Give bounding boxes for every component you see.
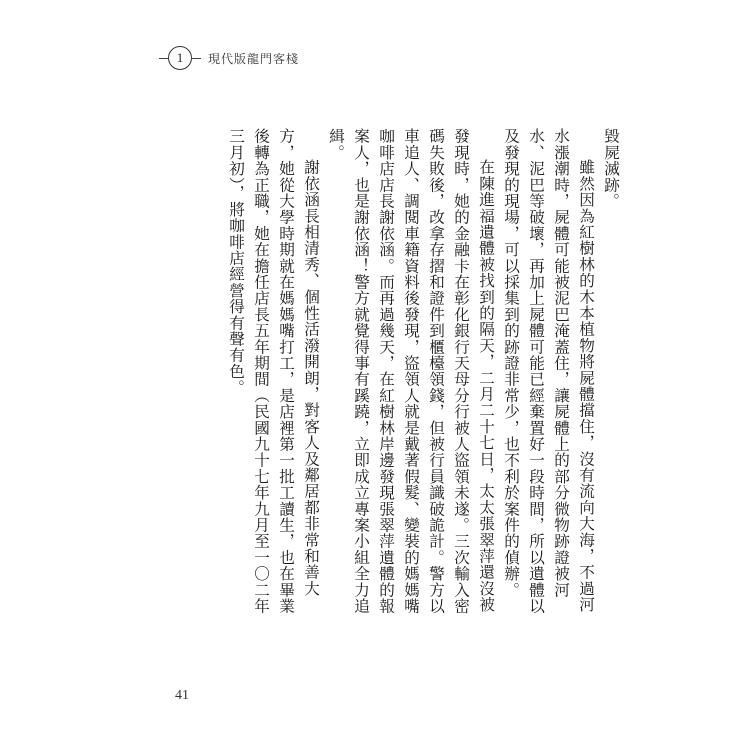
book-title: 現代版龍門客棧	[208, 51, 300, 66]
chapter-number-badge: 1	[168, 46, 192, 70]
paragraph: 在陳進福遺體被找到的隔天，二月二十七日，太太張翠萍還沒被發現時，她的金融卡在彰化銀行天母分行被人盜領未遂。三次輸入密碼失敗後，改拿存摺和證件到櫃檯領錢，但被行員識破詭計。警方以車追人、調閱車籍資料後發現，盜領人就是戴著假髮、變裝的媽媽嘴咖啡店店長謝依涵。而再過幾天，在紅樹林岸邊發現張翠萍遺體的報案人，也是謝依涵！警方就覺得事有蹊蹺，立即成立專案小組全力追緝。	[327, 128, 495, 614]
paragraph: 毀屍滅跡。	[602, 128, 620, 209]
page-number: 41	[175, 688, 189, 703]
paragraph: 雖然因為紅樹林的木本植物將屍體擋住，沒有流向大海，不過河水漲潮時，屍體可能被泥巴淹蓋住，讓屍體上的部分微物跡證被河水、泥巴等破壞，再加上屍體可能已經棄置好一段時間，所以遺體以及發現的現場，可以採集到的跡證非常少，也不利於案件的偵辦。	[502, 128, 595, 614]
vertical-body-text	[183, 128, 623, 626]
paragraph: 謝依涵長相清秀、個性活潑開朗，對客人及鄰居都非常和善大方，她從大學時期就在媽媽嘴打工，是店裡第一批工讀生，也在畢業後轉為正職，她在擔任店長五年期間（民國九十七年九月至一〇二年三月初），將咖啡店經營得有聲有色。	[227, 128, 320, 614]
running-header	[168, 46, 299, 70]
